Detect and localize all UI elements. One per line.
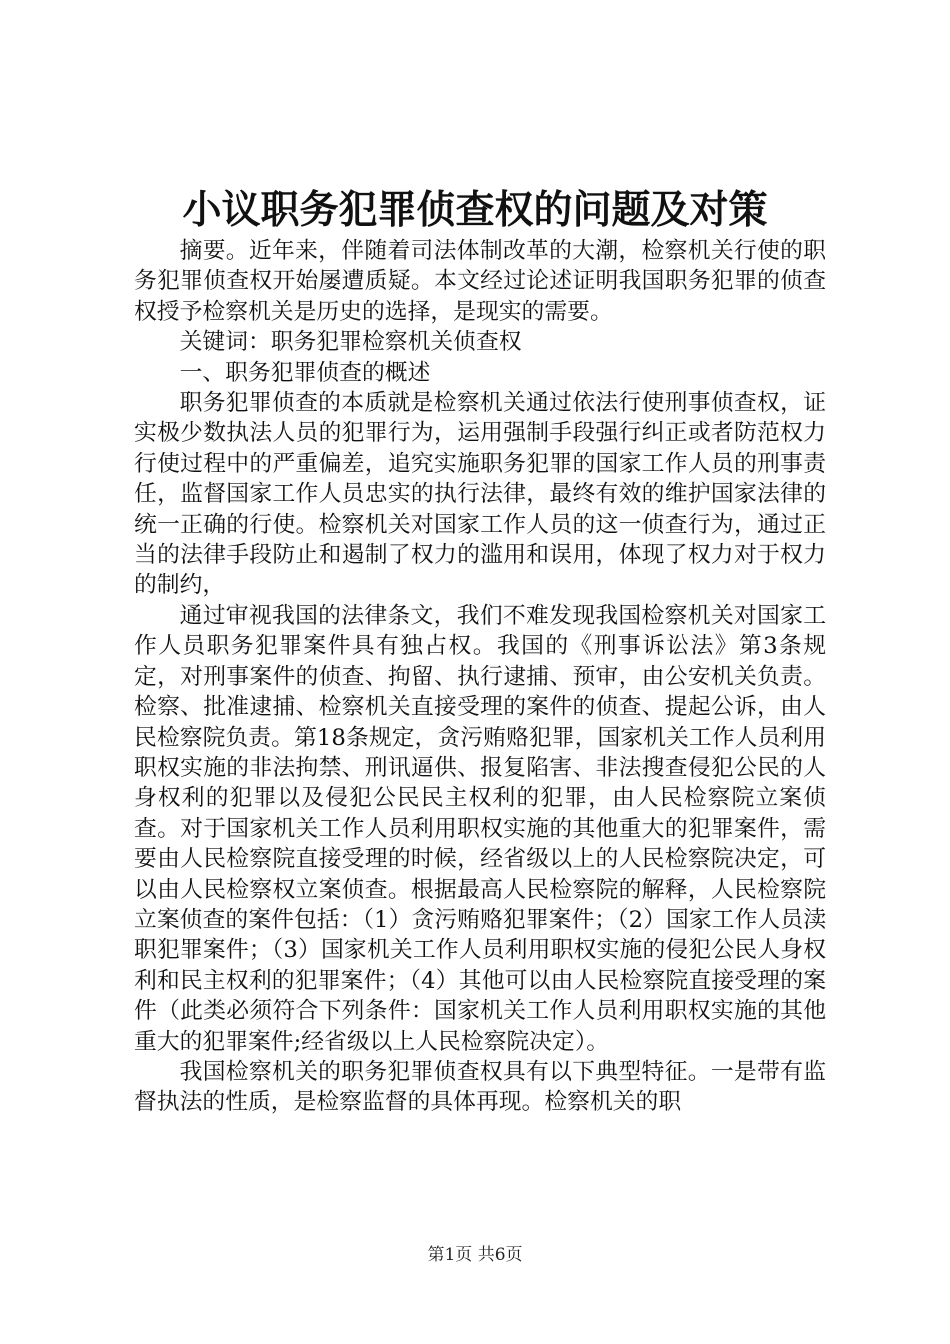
- body-paragraph: 我国检察机关的职务犯罪侦查权具有以下典型特征。一是带有监督执法的性质，是检察监督的具体再现。检察机关的职: [134, 1058, 826, 1116]
- keywords-paragraph: 关键词：职务犯罪检察机关侦查权: [179, 329, 522, 356]
- abstract-paragraph: 摘要。近年来，伴随着司法体制改革的大潮，检察机关行使的职务犯罪侦查权开始屡遭质疑。本文经过论述证明我国职务犯罪的侦查权授予检察机关是历史的选择，是现实的需要。: [134, 238, 826, 325]
- document-body: [134, 236, 826, 1118]
- body-paragraph: 通过审视我国的法律条文，我们不难发现我国检察机关对国家工作人员职务犯罪案件具有独占权。我国的《刑事诉讼法》第3条规定，对刑事案件的侦查、拘留、执行逮捕、预审，由公安机关负责。检察、批准逮捕、检察机关直接受理的案件的侦查、提起公诉，由人民检察院负责。第18条规定，贪污贿赂犯罪，国家机关工作人员利用职权实施的非法拘禁、刑讯逼供、报复陷害、非法搜查侵犯公民的人身权利的犯罪以及侵犯公民民主权利的犯罪，由人民检察院立案侦查。对于国家机关工作人员利用职权实施的其他重大的犯罪案件，需要由人民检察院直接受理的时候，经省级以上的人民检察院决定，可以由人民检察权立案侦查。根据最高人民检察院的解释，人民检察院立案侦查的案件包括：（1）贪污贿赂犯罪案件；（2）国家工作人员渎职犯罪案件；（3）国家机关工作人员利用职权实施的侵犯公民人身权利和民主权利的犯罪案件；（4）其他可以由人民检察院直接受理的案件（此类必须符合下列条件：国家机关工作人员利用职权实施的其他重大的犯罪案件;经省级以上人民检察院决定）。: [134, 602, 826, 1055]
- section-heading: 一、职务犯罪侦查的概述: [179, 359, 431, 386]
- body-paragraph: 职务犯罪侦查的本质就是检察机关通过依法行使刑事侦查权，证实极少数执法人员的犯罪行为，运用强制手段强行纠正或者防范权力行使过程中的严重偏差，追究实施职务犯罪的国家工作人员的刑事责任，监督国家工作人员忠实的执行法律，最终有效的维护国家法律的统一正确的行使。检察机关对国家工作人员的这一侦查行为，通过正当的法律手段防止和遏制了权力的滥用和误用，体现了权力对于权力的制约，: [134, 390, 826, 599]
- page-number-footer: 第1页 共6页: [427, 1245, 523, 1265]
- document-title: 小议职务犯罪侦查权的问题及对策: [182, 187, 768, 233]
